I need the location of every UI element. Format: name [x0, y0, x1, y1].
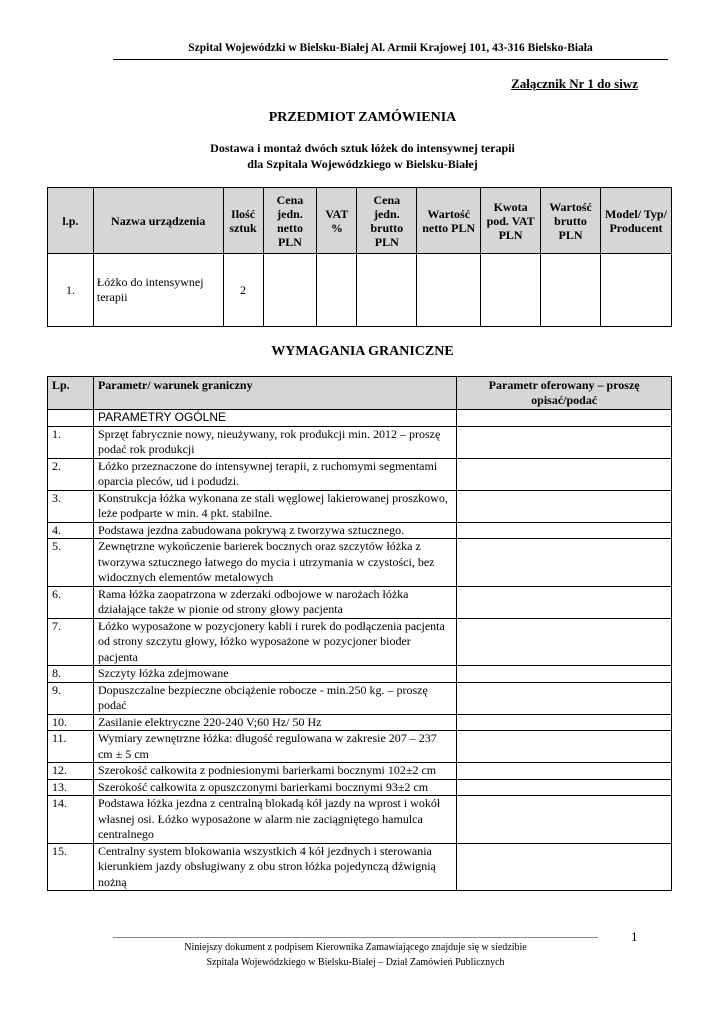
offered-parameter-cell[interactable]: [457, 779, 672, 796]
order-table: [47, 187, 672, 327]
requirement-row: [48, 618, 672, 666]
footer-line-1: Niniejszy dokument z podpisem Kierownika Zamawiającego znajduje się w siedzibie: [184, 942, 527, 953]
offered-parameter-cell[interactable]: [457, 682, 672, 714]
requirement-lp: 15.: [48, 843, 94, 891]
unit-gross-price-cell[interactable]: [357, 254, 417, 327]
requirement-lp: 4.: [48, 522, 94, 539]
requirement-row: [48, 586, 672, 618]
offered-parameter-cell[interactable]: [457, 731, 672, 763]
footer-note: [113, 940, 598, 970]
offered-parameter-cell[interactable]: [457, 539, 672, 587]
requirement-text: Rama łóżka zaopatrzona w zderzaki odbojowe w narożach łóżka działające także w pionie od strony głowy pacjenta: [93, 586, 456, 618]
requirement-text: Zasilanie elektryczne 220-240 V;60 Hz/ 50 Hz: [93, 714, 456, 731]
net-value-cell[interactable]: [417, 254, 481, 327]
order-quantity: 2: [223, 254, 263, 327]
offered-parameter-cell[interactable]: [457, 666, 672, 683]
model-producer-cell[interactable]: [600, 254, 671, 327]
requirement-text: Zewnętrzne wykończenie barierek bocznych oraz szczytów łóżka z tworzywa sztucznego łatwego do mycia i utrzymania w czystości, bez widocznych elementów metalowych: [93, 539, 456, 587]
offered-parameter-cell[interactable]: [457, 763, 672, 780]
order-header-cell: Wartość brutto PLN: [541, 188, 601, 254]
gross-value-cell[interactable]: [541, 254, 601, 327]
requirement-row: [48, 763, 672, 780]
offered-parameter-cell[interactable]: [457, 490, 672, 522]
footer-divider: [113, 937, 598, 938]
req-header-param: Parametr/ warunek graniczny: [93, 377, 456, 410]
requirement-lp: 10.: [48, 714, 94, 731]
requirement-row: [48, 426, 672, 458]
offered-parameter-cell[interactable]: [457, 458, 672, 490]
order-header-cell: Cena jedn. brutto PLN: [357, 188, 417, 254]
requirement-lp: 9.: [48, 682, 94, 714]
requirement-row: [48, 731, 672, 763]
annex-label: Załącznik Nr 1 do siwz: [511, 76, 638, 91]
requirement-text: Wymiary zewnętrzne łóżka: długość regulowana w zakresie 207 – 237 cm ± 5 cm: [93, 731, 456, 763]
group-label: PARAMETRY OGÓLNE: [93, 410, 456, 427]
order-header-cell: Wartość netto PLN: [417, 188, 481, 254]
requirement-text: Szerokość całkowita z opuszczonymi barierkami bocznymi 93±2 cm: [93, 779, 456, 796]
unit-net-price-cell[interactable]: [263, 254, 317, 327]
requirement-row: [48, 779, 672, 796]
requirements-table: [47, 376, 672, 891]
requirement-text: Podstawa łóżka jezdna z centralną blokadą kół jazdy na wprost i wokół własnej osi. Łóżko wyposażone w alarm nie zaciągniętego hamulca centralnego: [93, 796, 456, 844]
order-header-cell: Kwota pod. VAT PLN: [481, 188, 541, 254]
requirement-lp: 8.: [48, 666, 94, 683]
requirement-row: [48, 796, 672, 844]
offered-parameter-cell[interactable]: [457, 843, 672, 891]
order-header-cell: Cena jedn. netto PLN: [263, 188, 317, 254]
subtitle-line-2: dla Szpitala Wojewódzkiego w Bielsku-Białej: [247, 157, 478, 171]
requirement-lp: 12.: [48, 763, 94, 780]
order-header-cell: Nazwa urządzenia: [93, 188, 223, 254]
order-header-cell: Ilość sztuk: [223, 188, 263, 254]
footer-line-2: Szpitala Wojewódzkiego w Bielsku-Białej – Dział Zamówień Publicznych: [206, 957, 505, 968]
header-divider: [113, 59, 668, 60]
order-row: [48, 254, 672, 327]
hospital-header: Szpital Wojewódzki w Bielsku-Białej Al. Armii Krajowej 101, 43-316 Bielsko-Biała: [188, 42, 593, 54]
requirement-lp: 6.: [48, 586, 94, 618]
page-title: PRZEDMIOT ZAMÓWIENIA: [268, 110, 457, 125]
requirement-text: Podstawa jezdna zabudowana pokrywą z tworzywa sztucznego.: [93, 522, 456, 539]
order-header-cell: Model/ Typ/ Producent: [600, 188, 671, 254]
requirement-row: [48, 522, 672, 539]
empty-cell: [457, 410, 672, 427]
req-header-offer: Parametr oferowany – proszę opisać/podać: [457, 377, 672, 410]
page-number: 1: [631, 929, 638, 944]
subtitle-line-1: Dostawa i montaż dwóch sztuk łóżek do intensywnej terapii: [210, 141, 515, 155]
order-table-header: [48, 188, 672, 254]
requirement-lp: 5.: [48, 539, 94, 587]
requirement-row: [48, 490, 672, 522]
requirements-title: WYMAGANIA GRANICZNE: [271, 344, 454, 359]
requirement-text: Łóżko przeznaczone do intensywnej terapii, z ruchomymi segmentami oparcia pleców, ud i podudzi.: [93, 458, 456, 490]
vat-cell[interactable]: [317, 254, 357, 327]
order-header-cell: l.p.: [48, 188, 94, 254]
requirement-row: [48, 843, 672, 891]
requirement-lp: 2.: [48, 458, 94, 490]
requirement-lp: 1.: [48, 426, 94, 458]
requirement-text: Dopuszczalne bezpieczne obciążenie robocze - min.250 kg. – proszę podać: [93, 682, 456, 714]
requirement-lp: 3.: [48, 490, 94, 522]
req-header-lp: Lp.: [48, 377, 94, 410]
requirement-lp: 14.: [48, 796, 94, 844]
requirement-text: Konstrukcja łóżka wykonana ze stali węglowej lakierowanej proszkowo, leże podparte w min. 4 pkt. stabilne.: [93, 490, 456, 522]
requirement-lp: 7.: [48, 618, 94, 666]
requirement-lp: 11.: [48, 731, 94, 763]
offered-parameter-cell[interactable]: [457, 714, 672, 731]
empty-cell: [48, 410, 94, 427]
requirements-header: [48, 377, 672, 410]
order-lp: 1.: [48, 254, 94, 327]
requirement-text: Szerokość całkowita z podniesionymi barierkami bocznymi 102±2 cm: [93, 763, 456, 780]
requirement-row: [48, 539, 672, 587]
requirement-text: Centralny system blokowania wszystkich 4 kół jezdnych i sterowania kierunkiem jazdy obsługiwany z obu stron łóżka pojedynczą dźwignią nożną: [93, 843, 456, 891]
offered-parameter-cell[interactable]: [457, 586, 672, 618]
requirements-group-row: [48, 410, 672, 427]
page-subtitle: [0, 140, 725, 172]
requirement-row: [48, 666, 672, 683]
requirement-text: Łóżko wyposażone w pozycjonery kabli i rurek do podłączenia pacjenta od strony szczytu głowy, łóżko wyposażone w pozycjoner bioder pacjenta: [93, 618, 456, 666]
requirement-text: Szczyty łóżka zdejmowane: [93, 666, 456, 683]
offered-parameter-cell[interactable]: [457, 522, 672, 539]
requirement-row: [48, 682, 672, 714]
offered-parameter-cell[interactable]: [457, 618, 672, 666]
requirement-row: [48, 458, 672, 490]
requirement-row: [48, 714, 672, 731]
requirement-lp: 13.: [48, 779, 94, 796]
requirements-body: [48, 426, 672, 891]
offered-parameter-cell[interactable]: [457, 426, 672, 458]
order-item-name: Łóżko do intensywnej terapii: [93, 254, 223, 327]
vat-amount-cell[interactable]: [481, 254, 541, 327]
requirement-text: Sprzęt fabrycznie nowy, nieużywany, rok produkcji min. 2012 – proszę podać rok produkcji: [93, 426, 456, 458]
offered-parameter-cell[interactable]: [457, 796, 672, 844]
order-header-cell: VAT %: [317, 188, 357, 254]
